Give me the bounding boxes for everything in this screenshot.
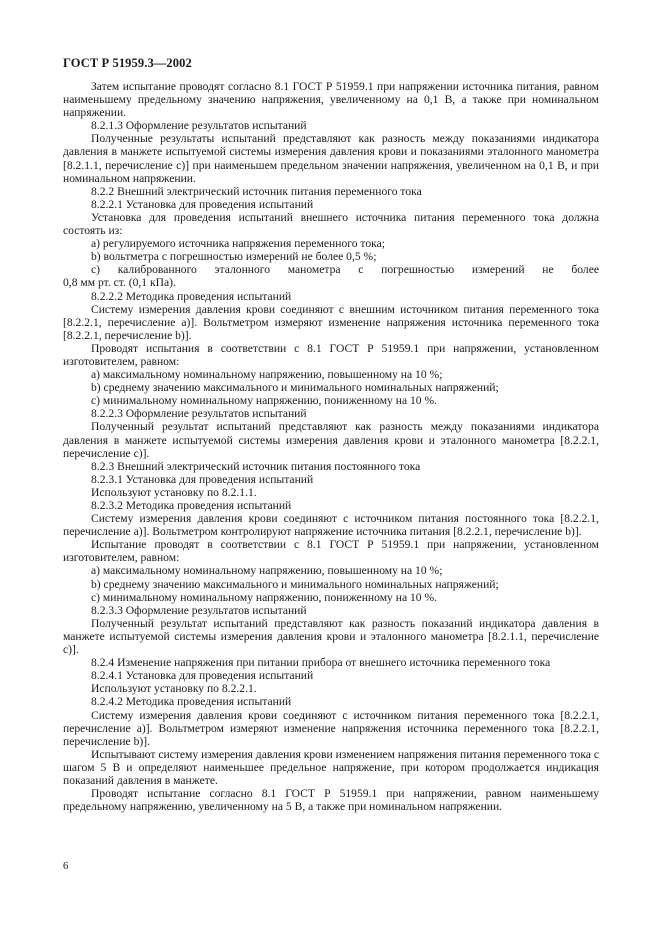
- document-header: ГОСТ Р 51959.3—2002: [63, 56, 192, 70]
- paragraph: 0,8 мм рт. ст. (0,1 кПа).: [63, 276, 176, 290]
- list-item: b) среднему значению максимального и минимального номинальных напряжений;: [91, 577, 499, 591]
- paragraph: 8.2.2.2 Методика проведения испытаний: [91, 289, 292, 303]
- paragraph: 8.2.3.2 Методика проведения испытаний: [91, 499, 292, 512]
- paragraph: 8.2.2 Внешний электрический источник питания переменного тока: [91, 184, 422, 198]
- paragraph: 8.2.1.3 Оформление результатов испытаний: [91, 119, 307, 133]
- paragraph: Систему измерения давления крови соединяют с внешним источником питания переменного тока [8.2.2.1, перечисление а)]. Вольтметром измеряют изменение напряжения источника переменного тока [8.2.2.1, перечисление b)].: [63, 302, 599, 342]
- paragraph: Систему измерения давления крови соединяют с источником питания постоянного тока [8.2.2.1, перечисление а)]. Вольтметром контролируют напряжение источника питания [8.2.2.1, перечисление b)].: [63, 512, 599, 539]
- paragraph: 8.2.4.2 Методика проведения испытаний: [91, 695, 292, 709]
- paragraph: Систему измерения давления крови соединяют с источником питания переменного тока [8.2.2.1, перечисление а)]. Вольтметром измеряют изменение напряжения источника переменного тока [8.2.2.1, перечисление b)].: [63, 708, 599, 748]
- list-item: b) вольтметра с погрешностью измерений не более 0,5 %;: [91, 250, 377, 264]
- paragraph: Полученные результаты испытаний представляют как разность между показаниями индикатора давления в манжете испытуемой системы измерения давления крови и показаниями эталонного манометра [8.2.1.1, перечисление с)] при наименьшем предельном значении напряжения, увеличенном на 0,1 В, и при номинальном напряжении.: [63, 132, 599, 185]
- paragraph: Испытание проводят в соответствии с 8.1 ГОСТ Р 51959.1 при напряжении, установленном изготовителем, равном:: [63, 538, 599, 565]
- paragraph: 8.2.2.1 Установка для проведения испытаний: [91, 197, 314, 211]
- paragraph: Затем испытание проводят согласно 8.1 ГОСТ Р 51959.1 при напряжении источника питания, равном наименьшему предельному значению напряжения, увеличенному на 0,1 В, а также при номинальном напряжении.: [63, 80, 599, 120]
- list-item: а) регулируемого источника напряжения переменного тока;: [91, 237, 385, 251]
- paragraph: 8.2.2.3 Оформление результатов испытаний: [91, 407, 307, 421]
- paragraph: Используют установку по 8.2.2.1.: [91, 682, 257, 696]
- list-item: с) минимальному номинальному напряжению, пониженному на 10 %.: [91, 590, 438, 604]
- paragraph: 8.2.4 Изменение напряжения при питании прибора от внешнего источника переменного тока: [91, 656, 551, 670]
- paragraph: Полученный результат испытаний представляют как разность показаний индикатора давления в манжете испытуемой системы измерения давления крови и эталонного манометра [8.2.1.1, перечисление с)].: [63, 616, 599, 657]
- paragraph: 8.2.3 Внешний электрический источник питания постоянного тока: [91, 459, 421, 473]
- list-item: с) калиброванного эталонного манометра с погрешностью измерений не более: [91, 263, 599, 277]
- document-body: [63, 80, 599, 813]
- paragraph: 8.2.3.1 Установка для проведения испытаний: [91, 472, 314, 486]
- list-item: а) максимальному номинальному напряжению, повышенному на 10 %;: [91, 368, 443, 382]
- paragraph: Полученный результат испытаний представляют как разность между показаниями индикатора давления в манжете испытуемой системы измерения давления крови и эталонного манометра [8.2.2.1, перечисление с)].: [63, 420, 599, 460]
- paragraph: 8.2.3.3 Оформление результатов испытаний: [91, 603, 307, 617]
- paragraph: Испытывают систему измерения давления крови изменением напряжения питания переменного тока с шагом 5 В и определяют наименьшее предельное напряжение, при котором продолжается индикация показаний давления в манжете.: [63, 747, 599, 787]
- paragraph: Установка для проведения испытаний внешнего источника питания переменного тока должна состоять из:: [63, 210, 599, 238]
- paragraph: Проводят испытание согласно 8.1 ГОСТ Р 51959.1 при напряжении, равном наименьшему предельному напряжению, увеличенному на 5 В, а также при номинальном напряжении.: [63, 787, 599, 814]
- paragraph: Проводят испытания в соответствии с 8.1 ГОСТ Р 51959.1 при напряжении, установленном изготовителем, равном:: [63, 341, 599, 368]
- page-number: 6: [63, 861, 69, 872]
- paragraph: 8.2.4.1 Установка для проведения испытаний: [91, 669, 314, 683]
- list-item: с) минимальному номинальному напряжению, пониженному на 10 %.: [91, 394, 438, 408]
- list-item: а) максимальному номинальному напряжению, повышенному на 10 %;: [91, 564, 443, 578]
- paragraph: Используют установку по 8.2.1.1.: [91, 485, 257, 499]
- list-item: b) среднему значению максимального и минимального номинальных напряжений;: [91, 381, 499, 395]
